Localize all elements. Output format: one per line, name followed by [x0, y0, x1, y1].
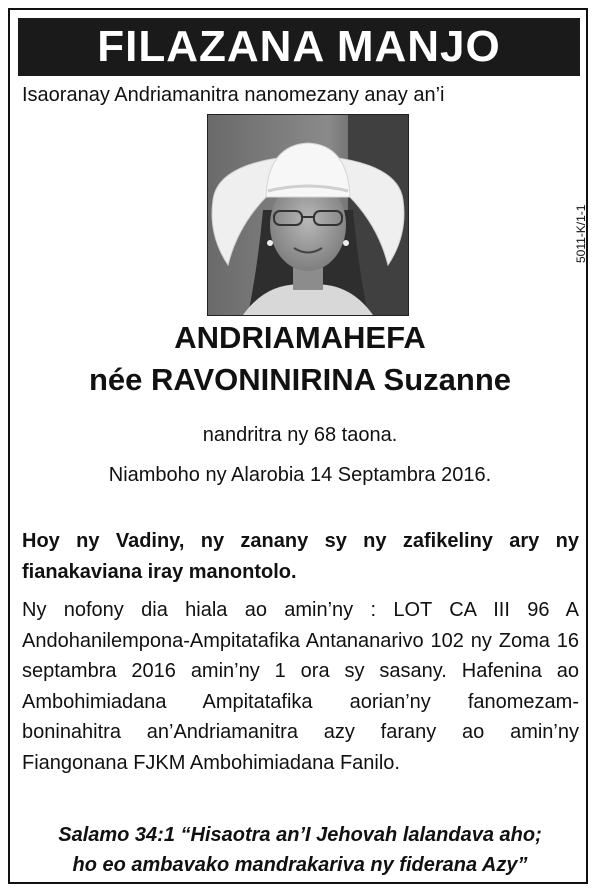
portrait-photo-icon: [208, 115, 408, 315]
portrait-photo: [207, 114, 409, 316]
psalm-line-1: Salamo 34:1 “Hisaotra an’I Jehovah lalandava aho;: [58, 824, 542, 846]
funeral-details: Ny nofony dia hiala ao amin’ny : LOT CA III 96 A Andohanilempona-Ampitatafika Antananarivo 102 ny Zoma 16 septambra 2016 amin’ny 1 ora sy sasany. Hafenina ao Ambohimiadana Ampitatafika aorian’ny fanomezam- boninahitra an’Andriamanitra azy farany ao amin’ny Fiangonana FJKM Ambohimiadana Fanilo.: [22, 599, 579, 774]
age-text: nandritra ny 68 taona.: [202, 424, 398, 446]
deceased-maiden-name: née RAVONINIRINA Suzanne: [89, 362, 511, 397]
subtitle: Isaoranay Andriamanitra nanomezany anay an’i: [22, 84, 445, 106]
psalm-quote: [0, 820, 600, 880]
reference-code: 5011-K/1-1: [574, 204, 588, 263]
page-title: FILAZANA MANJO: [97, 22, 501, 71]
family-statement: Hoy ny Vadiny, ny zanany sy ny zafikeliny ary ny fianakaviana iray manontolo.: [22, 530, 579, 583]
deceased-surname: ANDRIAMAHEFA: [174, 320, 426, 355]
header-banner: [18, 18, 580, 76]
psalm-line-2: ho eo ambavako mandrakariva ny fiderana Azy”: [72, 854, 528, 876]
death-date-text: Niamboho ny Alarobia 14 Septambra 2016.: [108, 464, 492, 486]
